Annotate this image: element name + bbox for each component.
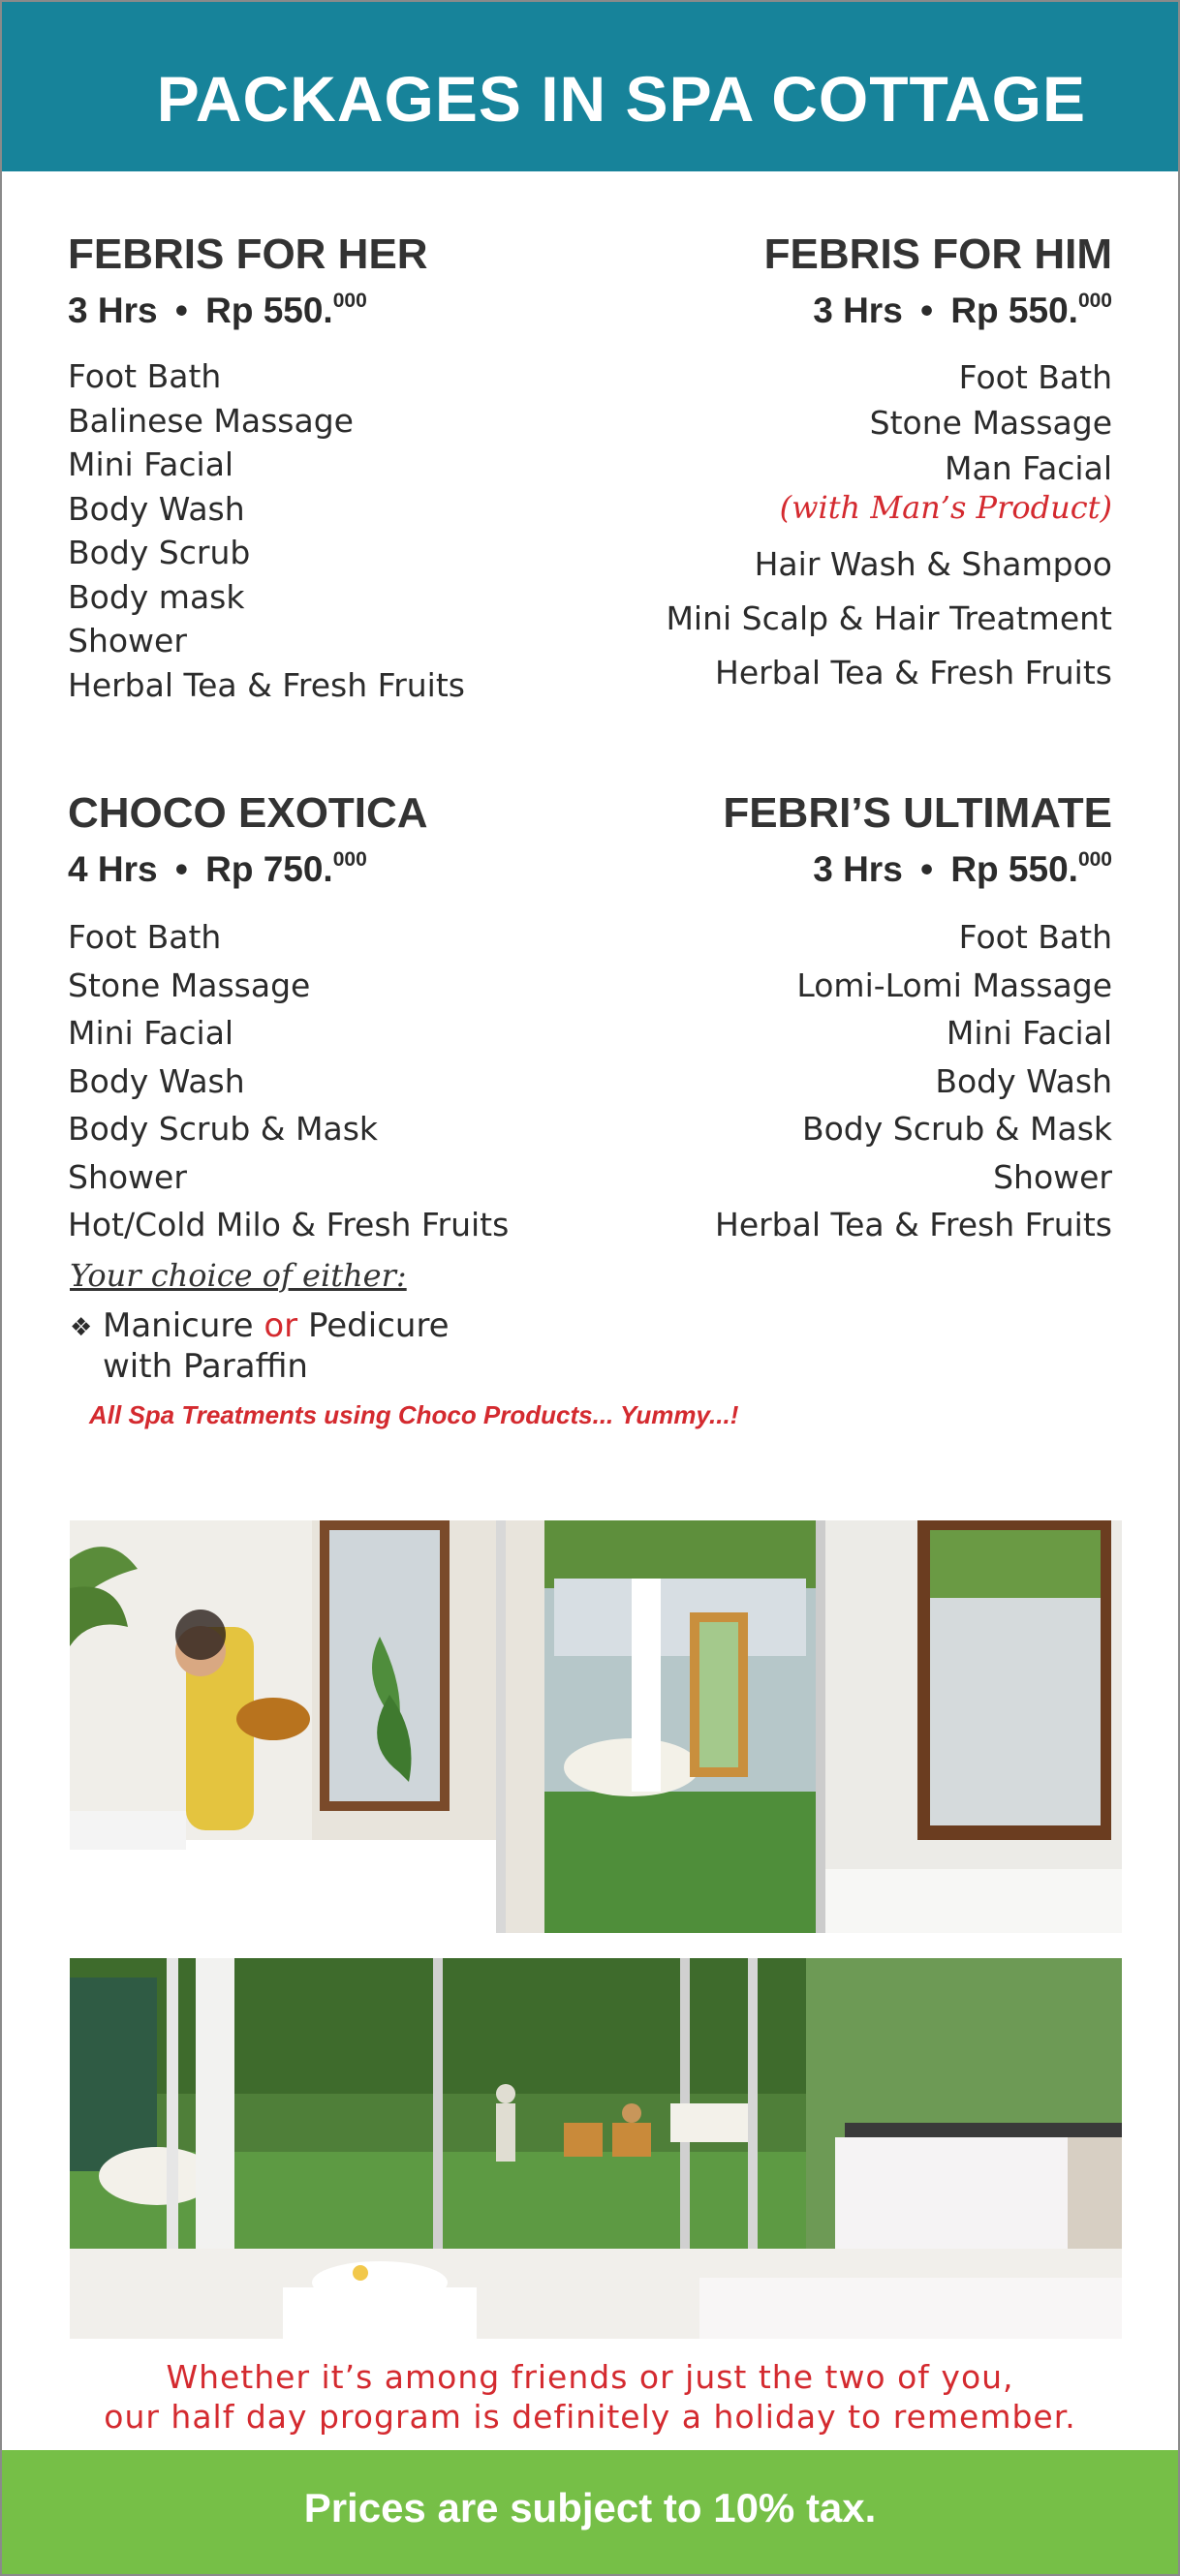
spa-garden-illustration: [70, 1958, 1122, 2339]
package-item: Body Scrub & Mask: [68, 1110, 379, 1148]
package-duration: 3 Hrs: [813, 291, 903, 330]
diamond-bullet-icon: ❖: [70, 1313, 93, 1342]
package-item: Foot Bath: [958, 918, 1112, 956]
separator-dot: •: [174, 291, 188, 330]
choice-option-a: Manicure: [103, 1306, 254, 1345]
package-duration-price: [68, 838, 610, 892]
tax-notice: Prices are subject to 10% tax.: [303, 2485, 877, 2530]
package-item: Mini Facial: [946, 1014, 1112, 1052]
package-duration: 3 Hrs: [813, 849, 903, 889]
price-superscript: 000: [1077, 848, 1112, 871]
package-title: CHOCO EXOTICA: [68, 789, 428, 837]
package-item: Body Wash: [935, 1061, 1112, 1100]
package-febris-for-her: [68, 230, 610, 707]
separator-dot: •: [174, 849, 188, 889]
package-price: Rp 750.: [205, 849, 333, 889]
package-item: Body Wash: [68, 1061, 245, 1100]
package-item-note: (with Man’s Product): [779, 489, 1112, 526]
package-duration: 4 Hrs: [68, 849, 158, 889]
tagline-line-2: our half day program is definitely a holiday to remember.: [104, 2398, 1076, 2436]
package-price: Rp 550.: [950, 849, 1078, 889]
package-item: Stone Massage: [68, 966, 311, 1004]
package-item: Mini Scalp & Hair Treatment: [666, 599, 1112, 637]
package-duration-price: [570, 838, 1112, 892]
package-item: Body mask: [68, 577, 245, 616]
package-duration: 3 Hrs: [68, 291, 158, 330]
choice-label: Your choice of either:: [70, 1257, 407, 1294]
price-superscript: 000: [332, 848, 367, 871]
spa-room-photo: [70, 1520, 1122, 1933]
choice-block: [70, 1257, 748, 1387]
package-item: Body Wash: [68, 489, 245, 528]
choice-option: [70, 1305, 748, 1387]
package-item: Stone Massage: [869, 404, 1112, 442]
package-item: Hot/Cold Milo & Fresh Fruits: [68, 1206, 510, 1243]
choice-option-b: Pedicure: [307, 1306, 450, 1345]
choco-products-note: All Spa Treatments using Choco Products... Yummy...!: [89, 1400, 739, 1429]
package-title: FEBRIS FOR HER: [68, 230, 428, 278]
package-item: Foot Bath: [68, 357, 222, 395]
price-superscript: 000: [332, 290, 367, 312]
package-price: Rp 550.: [205, 291, 333, 330]
package-items: [570, 354, 1112, 700]
package-febris-ultimate: [570, 789, 1112, 1249]
package-febris-for-him: [570, 230, 1112, 700]
price-superscript: 000: [1077, 290, 1112, 312]
package-items: [68, 354, 610, 707]
package-item: Balinese Massage: [68, 401, 354, 440]
choice-or: or: [264, 1306, 298, 1345]
package-item: Lomi-Lomi Massage: [796, 966, 1112, 1004]
page-title: PACKAGES IN SPA COTTAGE: [156, 63, 1086, 135]
package-item: Shower: [993, 1157, 1112, 1196]
package-title: FEBRIS FOR HIM: [763, 230, 1112, 278]
package-duration-price: [68, 279, 610, 333]
package-item: Mini Facial: [68, 445, 234, 483]
package-item: Shower: [68, 622, 187, 659]
package-items: [570, 913, 1112, 1249]
package-items: [68, 913, 610, 1249]
package-item: Herbal Tea & Fresh Fruits: [715, 1206, 1112, 1243]
tagline-line-1: Whether it’s among friends or just the two of you,: [166, 2358, 1014, 2396]
spa-garden-photo: [70, 1958, 1122, 2339]
package-title: FEBRI’S ULTIMATE: [723, 789, 1112, 837]
package-item: Herbal Tea & Fresh Fruits: [715, 654, 1112, 691]
package-item: Mini Facial: [68, 1014, 234, 1052]
choice-option-line2: with Paraffin: [103, 1347, 308, 1386]
separator-dot: •: [920, 849, 934, 889]
package-item: Foot Bath: [68, 918, 222, 956]
footer-banner: [2, 2450, 1178, 2574]
package-item: Hair Wash & Shampoo: [754, 545, 1112, 583]
header-banner: [2, 2, 1178, 171]
package-duration-price: [570, 279, 1112, 333]
package-item: Foot Bath: [958, 358, 1112, 396]
package-item-with-note: [570, 445, 1112, 524]
separator-dot: •: [920, 291, 934, 330]
package-item: Body Scrub: [68, 534, 251, 571]
choice-option-text: [103, 1305, 450, 1387]
tagline: [0, 2357, 1180, 2437]
package-item: Body Scrub & Mask: [801, 1110, 1112, 1148]
package-item: Man Facial: [945, 449, 1112, 487]
package-price: Rp 550.: [950, 291, 1078, 330]
spa-room-illustration: [70, 1520, 1122, 1933]
package-choco-exotica: [68, 789, 610, 1249]
package-item: Herbal Tea & Fresh Fruits: [68, 665, 465, 704]
package-item: Shower: [68, 1157, 187, 1196]
